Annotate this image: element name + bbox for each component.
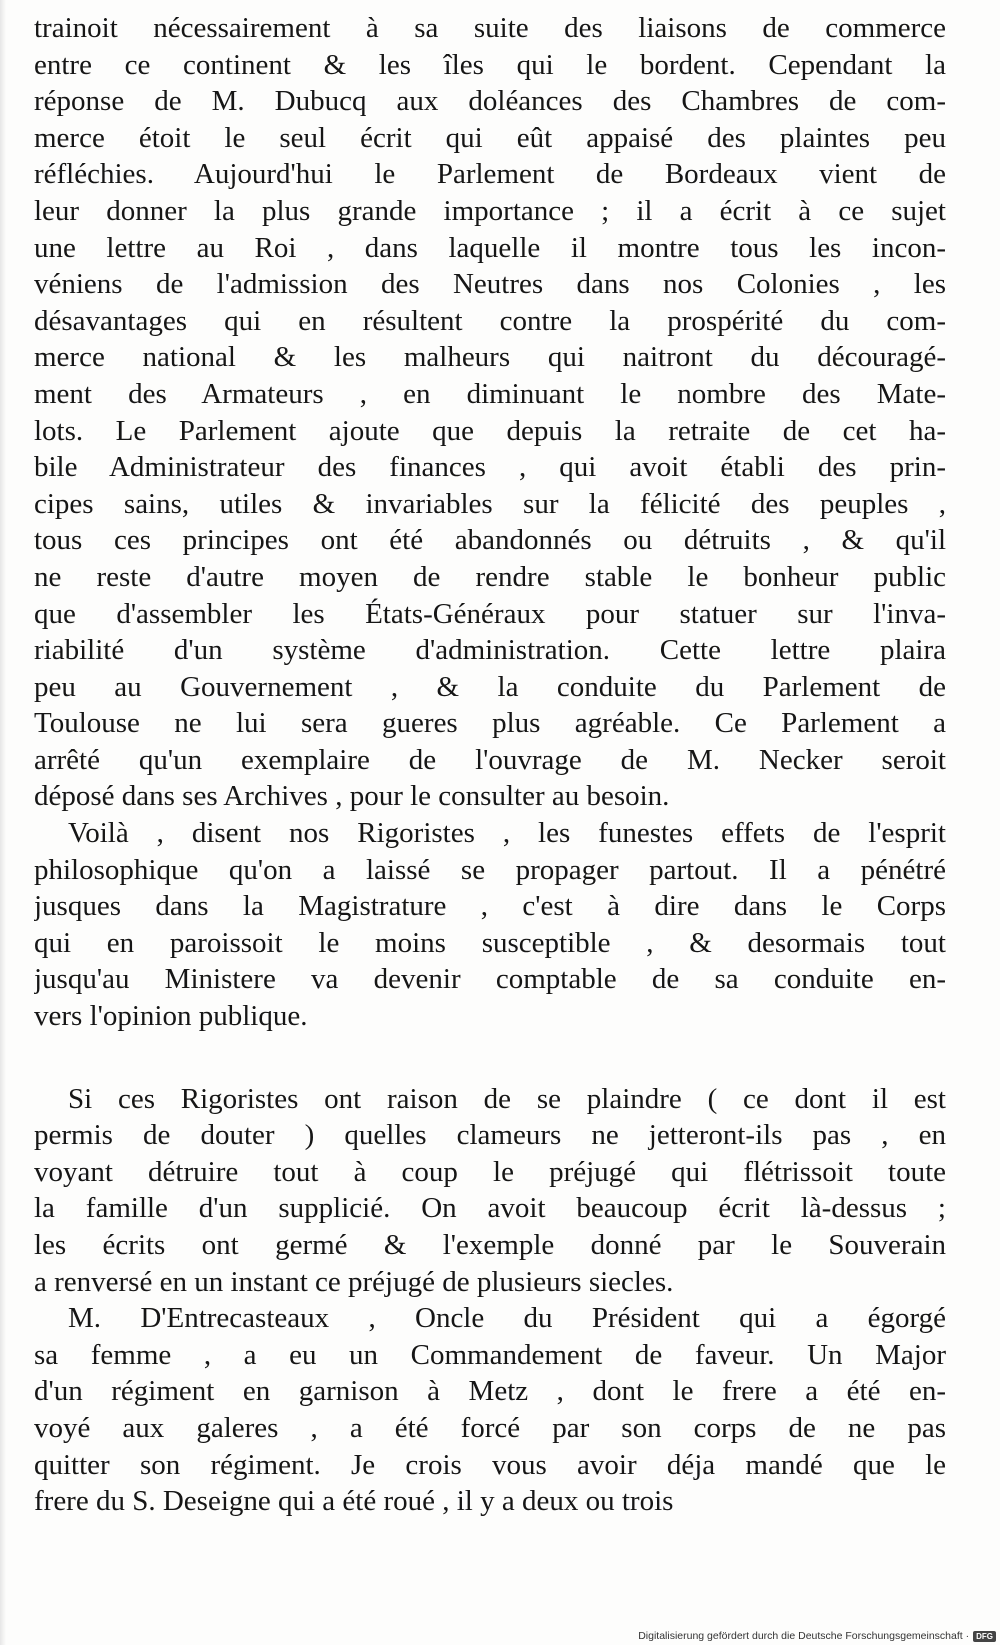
text-line: quitter son régiment. Je crois vous avoir déja mandé que le [34,1448,946,1481]
text-line: trainoit nécessairement à sa suite des liaisons de commerce [34,12,946,44]
text-line: Voilà , disent nos Rigoristes , les funestes effets de l'esprit [68,817,946,850]
paragraph [34,1300,946,1520]
footer-credit-text: Digitalisierung gefördert durch die Deutsche Forschungsgemeinschaft · [638,1630,970,1642]
paragraph [34,815,946,1035]
text-line: merce national & les malheurs qui naitront du découragé- [34,341,946,374]
text-line: voyé aux galeres , a été forcé par son corps de ne pas [34,1411,946,1444]
paragraph [34,10,946,815]
text-line: ne reste d'autre moyen de rendre stable le bonheur public [34,560,946,593]
text-line: entre ce continent & les îles qui le bordent. Cependant la [34,48,946,81]
text-line: jusqu'au Ministere va devenir comptable de sa conduite en- [34,963,946,996]
text-line: sa femme , a eu un Commandement de faveur. Un Major [34,1338,946,1371]
text-line: lots. Le Parlement ajoute que depuis la retraite de cet ha- [34,414,946,447]
text-line: désavantages qui en résultent contre la prospérité du com- [34,304,946,337]
dfg-logo-icon: DFG [973,1631,996,1642]
digitization-footer [600,1628,996,1644]
text-line: peu au Gouvernement , & la conduite du Parlement de [34,670,946,703]
text-line: riabilité d'un système d'administration. Cette lettre plaira [34,634,946,667]
text-line: Toulouse ne lui sera gueres plus agréable. Ce Parlement a [34,707,946,740]
text-line: bile Administrateur des finances , qui avoit établi des prin- [34,451,946,484]
text-line: véniens de l'admission des Neutres dans nos Colonies , les [34,268,946,301]
text-line: déposé dans ses Archives , pour le consulter au besoin. [34,780,670,813]
text-line: permis de douter ) quelles clameurs ne jetteront-ils pas , en [34,1119,946,1152]
text-line: frere du S. Deseigne qui a été roué , il y a deux ou trois [34,1485,674,1518]
text-line: la famille d'un supplicié. On avoit beaucoup écrit là-dessus ; [34,1192,946,1225]
text-line: que d'assembler les États-Généraux pour statuer sur l'inva- [34,597,946,630]
text-line: vers l'opinion publique. [34,1000,308,1033]
text-line: réponse de M. Dubucq aux doléances des Chambres de com- [34,85,946,118]
text-line: M. D'Entrecasteaux , Oncle du Président qui a égorgé [68,1302,946,1335]
text-line: une lettre au Roi , dans laquelle il montre tous les incon- [34,231,946,264]
text-line: a renversé en un instant ce préjugé de plusieurs siecles. [34,1265,674,1298]
text-line: philosophique qu'on a laissé se propager partout. Il a pénétré [34,853,946,886]
text-line: cipes sains, utiles & invariables sur la félicité des peuples , [34,487,946,520]
text-line: réfléchies. Aujourd'hui le Parlement de Bordeaux vient de [34,158,946,191]
text-line: qui en paroissoit le moins susceptible , & desormais tout [34,926,946,959]
text-line: merce étoit le seul écrit qui eût appaisé des plaintes peu [34,121,946,154]
paragraph-gap [34,1035,946,1081]
text-line: Si ces Rigoristes ont raison de se plaindre ( ce dont il est [68,1082,946,1115]
text-line: d'un régiment en garnison à Metz , dont le frere a été en- [34,1375,946,1408]
text-line: jusques dans la Magistrature , c'est à dire dans le Corps [34,890,946,923]
text-line: les écrits ont germé & l'exemple donné par le Souverain [34,1229,946,1261]
text-line: leur donner la plus grande importance ; il a écrit à ce sujet [34,194,946,227]
text-line: voyant détruire tout à coup le préjugé qui flétrissoit toute [34,1155,946,1188]
text-line: tous ces principes ont été abandonnés ou détruits , & qu'il [34,524,946,557]
text-line: ment des Armateurs , en diminuant le nombre des Mate- [34,377,946,410]
text-line: arrêté qu'un exemplaire de l'ouvrage de M. Necker seroit [34,743,946,776]
paragraph [34,1081,946,1301]
page-body [34,10,946,1520]
page-edge-shadow [0,0,6,1645]
